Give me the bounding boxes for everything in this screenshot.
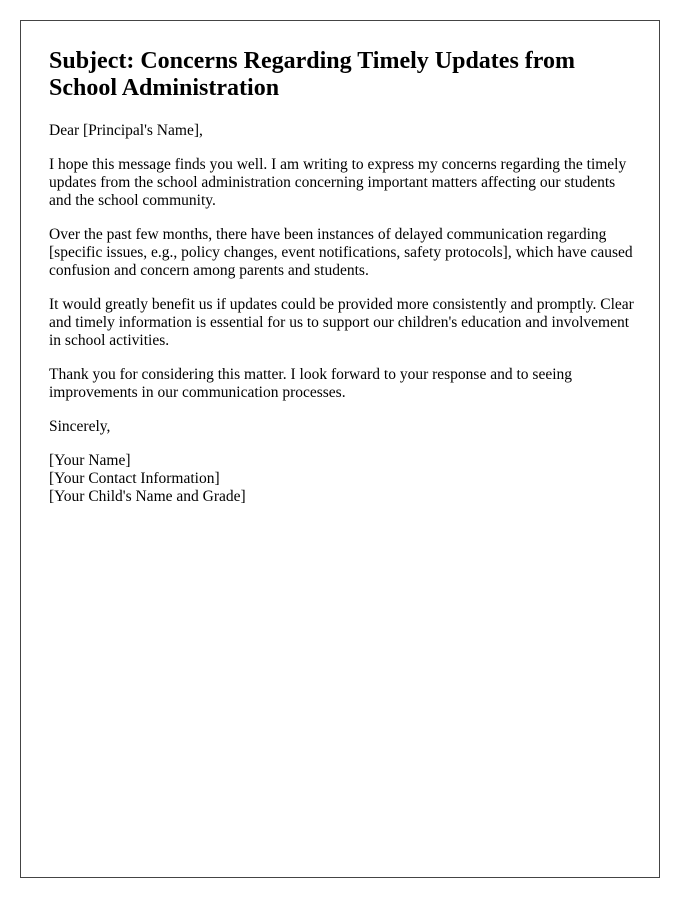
letter-paragraph-4: Thank you for considering this matter. I look forward to your response and to seeing improvements in our communication processes.	[49, 366, 573, 401]
letter-paragraph-1: I hope this message finds you well. I am writing to express my concerns regarding the timely updates from the school administration concerning important matters affecting our students and the school community.	[49, 156, 627, 209]
letter-paragraph-2: Over the past few months, there have been instances of delayed communication regarding [specific issues, e.g., policy changes, event notifications, safety protocols], which have caused confusion and concern among parents and students.	[49, 226, 633, 279]
signature-child: [Your Child's Name and Grade]	[49, 488, 246, 505]
letter-salutation: Dear [Principal's Name],	[49, 122, 203, 139]
letter-paragraph-3: It would greatly benefit us if updates could be provided more consistently and promptly. Clear and timely information is essential for us to support our children's education and involvement in school activities.	[49, 296, 634, 349]
letter-closing: Sincerely,	[49, 418, 111, 435]
letter-subject: Subject: Concerns Regarding Timely Updates from School Administration	[49, 48, 575, 101]
letter-signature	[49, 452, 639, 506]
signature-name: [Your Name]	[49, 452, 131, 469]
letter-page	[20, 20, 660, 878]
letter-body	[49, 48, 639, 522]
signature-contact: [Your Contact Information]	[49, 470, 220, 487]
